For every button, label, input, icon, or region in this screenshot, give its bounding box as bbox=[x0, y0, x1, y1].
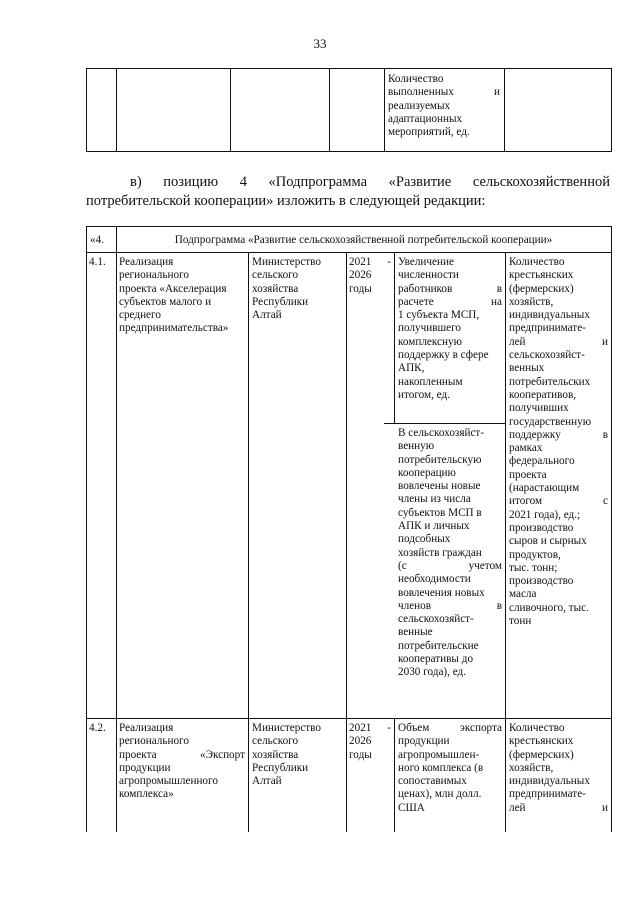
text-line: реализуемых bbox=[388, 99, 451, 112]
top-table-col-line bbox=[86, 68, 87, 152]
years-cell: 2021 - 2026 годы bbox=[349, 256, 391, 295]
result-cell: Количество крестьянских (фермерских) хозяйств, индивидуальных предпринимате- лей и сельскохозяйст- венных потребительских кооперативов, получивших государственную поддержку в рамках федерального проекта (нарастающим итогом с 2021 года), ед.; производство сыров и сырных продуктов, тыс. тонн; производство масла сливочного, тыс. тонн bbox=[509, 256, 608, 628]
table-col-line bbox=[116, 252, 117, 832]
result-cell: Количество крестьянских (фермерских) хозяйств, индивидуальных предпринимате- лей и bbox=[509, 722, 608, 814]
text-line: выполненных и bbox=[388, 86, 500, 99]
top-table-border-bottom bbox=[86, 151, 612, 152]
table-col-line bbox=[394, 252, 395, 423]
indicator-separator bbox=[384, 423, 505, 424]
top-table-col-line bbox=[230, 68, 231, 152]
top-table-col-line bbox=[611, 68, 612, 152]
text-line: мероприятий, ед. bbox=[388, 126, 470, 139]
table-col-line bbox=[248, 252, 249, 832]
header-row-number: «4. bbox=[90, 234, 104, 246]
executor-cell: Министерство сельского хозяйства Республики Алтай bbox=[252, 256, 321, 322]
project-cell: Реализация регионального проекта «Акселерация субъектов малого и среднего предпринимательства» bbox=[119, 256, 229, 335]
indicator-cell: Увеличение численности работников в расчете на 1 субъекта МСП, получившего комплексную поддержку в сфере АПК, накопленным итогом, ед. bbox=[398, 256, 502, 401]
table-border-right bbox=[611, 226, 612, 832]
top-indicator-cell bbox=[388, 73, 500, 139]
indicator-cell: Объем экспорта продукции агропромышлен- ного комплекса (в сопоставимых ценах), млн долл. США bbox=[398, 722, 502, 814]
top-table-col-line bbox=[504, 68, 505, 152]
years-cell: 2021 - 2026 годы bbox=[349, 722, 391, 761]
row-number: 4.2. bbox=[89, 722, 106, 734]
indicator-cell: В сельскохозяйст- венную потребительскую кооперацию вовлечены новые члены из числа субъектов МСП в АПК и личных подсобных хозяйств граждан (с учетом необходимости вовлечения новых членов в сельскохозяйст- венные потребительские кооперативы до 2030 года), ед. bbox=[398, 427, 502, 679]
table-border-top bbox=[86, 226, 612, 227]
project-cell: Реализация регионального проекта «Экспорт продукции агропромышленного комплекса» bbox=[119, 722, 245, 801]
page-number: 33 bbox=[313, 36, 327, 51]
table-col-line bbox=[346, 252, 347, 832]
table-row-separator bbox=[86, 252, 612, 253]
subprogram-title: Подпрограмма «Развитие сельскохозяйственной потребительской кооперации» bbox=[174, 234, 553, 246]
top-table-col-line bbox=[329, 68, 330, 152]
amendment-paragraph-line-1: в) позицию 4 «Подпрограмма «Развитие сельскохозяйственной bbox=[130, 174, 610, 190]
top-table-col-line bbox=[116, 68, 117, 152]
text-line: адаптационных bbox=[388, 112, 463, 125]
top-table-border-top bbox=[86, 68, 612, 69]
row-number: 4.1. bbox=[89, 256, 106, 268]
table-col-line bbox=[394, 718, 395, 832]
top-table-col-line bbox=[384, 68, 385, 152]
amendment-paragraph-line-2: потребительской кооперации» изложить в следующей редакции: bbox=[86, 193, 486, 209]
table-col-line bbox=[505, 252, 506, 832]
table-border-left bbox=[86, 226, 87, 832]
text-line: Количество bbox=[388, 73, 444, 85]
executor-cell: Министерство сельского хозяйства Республики Алтай bbox=[252, 722, 321, 788]
table-row-separator bbox=[86, 718, 612, 719]
